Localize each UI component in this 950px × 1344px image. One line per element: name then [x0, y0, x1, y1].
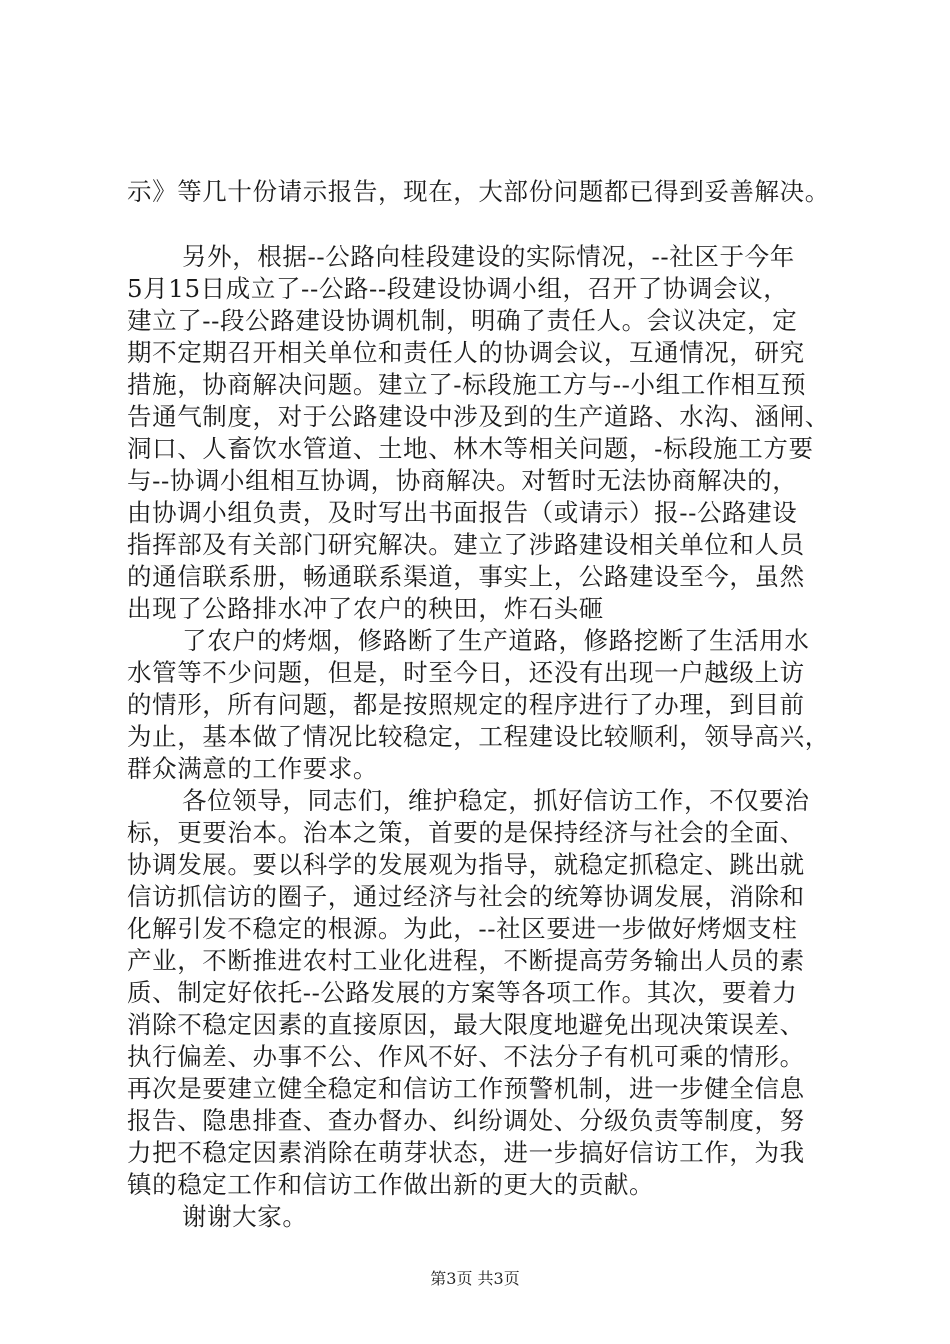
- text-line: 消除不稳定因素的直接原因，最大限度地避免出现决策误差、: [127, 1010, 805, 1039]
- text-line: 与--协调小组相互协调，协商解决。对暂时无法协商解决的，: [127, 466, 798, 495]
- text-line: 化解引发不稳定的根源。为此，--社区要进一步做好烤烟支柱: [127, 914, 798, 943]
- paragraph-coordination: [127, 241, 857, 625]
- paragraph-gap: [127, 208, 857, 241]
- text-line: 出现了公路排水冲了农户的秧田，炸石头砸: [127, 594, 604, 623]
- paragraph-outcomes: [127, 625, 857, 785]
- page-footer: [0, 1269, 950, 1289]
- text-line: 执行偏差、办事不公、作风不好、不法分子有机可乘的情形。: [127, 1042, 805, 1071]
- text-line: 5月15日成立了--公路--段建设协调小组，召开了协调会议，: [127, 274, 789, 303]
- text-line: 镇的稳定工作和信访工作做出新的更大的贡献。: [127, 1170, 655, 1199]
- text-line: 群众满意的工作要求。: [127, 754, 378, 783]
- text-line: 示》等几十份请示报告，现在，大部份问题都已得到妥善解决。: [127, 177, 830, 206]
- text-line: 谢谢大家。: [182, 1202, 308, 1231]
- text-line: 信访抓信访的圈子，通过经济与社会的统筹协调发展，消除和: [127, 882, 805, 911]
- text-line: 水管等不少问题，但是，时至今日，还没有出现一户越级上访: [127, 658, 805, 687]
- body-text: [127, 176, 857, 1233]
- text-line: 措施，协商解决问题。建立了-标段施工方与--小组工作相互预: [127, 370, 807, 399]
- text-line: 了农户的烤烟，修路断了生产道路，修路挖断了生活用水: [182, 626, 810, 655]
- text-line: 报告、隐患排查、查办督办、纠纷调处、分级负责等制度，努: [127, 1106, 805, 1135]
- text-line: 质、制定好依托--公路发展的方案等各项工作。其次，要着力: [127, 978, 798, 1007]
- text-line: 各位领导，同志们，维护稳定，抓好信访工作，不仅要治: [182, 786, 810, 815]
- paragraph-conclusion: [127, 785, 857, 1201]
- text-line: 再次是要建立健全稳定和信访工作预警机制，进一步健全信息: [127, 1074, 805, 1103]
- page-number: 第3页 共3页: [430, 1269, 520, 1288]
- text-line: 告通气制度，对于公路建设中涉及到的生产道路、水沟、涵闸、: [127, 402, 830, 431]
- text-line: 另外，根据--公路向桂段建设的实际情况，--社区于今年: [182, 242, 795, 271]
- text-line: 协调发展。要以科学的发展观为指导，就稳定抓稳定、跳出就: [127, 850, 805, 879]
- text-line: 为止，基本做了情况比较稳定，工程建设比较顺利，领导高兴，: [127, 722, 830, 751]
- text-line: 的情形，所有问题，都是按照规定的程序进行了办理，到目前: [127, 690, 805, 719]
- text-line: 指挥部及有关部门研究解决。建立了涉路建设相关单位和人员: [127, 530, 805, 559]
- text-line: 期不定期召开相关单位和责任人的协调会议，互通情况，研究: [127, 338, 805, 367]
- text-line: 力把不稳定因素消除在萌芽状态，进一步搞好信访工作，为我: [127, 1138, 805, 1167]
- paragraph-continuation: [127, 176, 857, 208]
- text-line: 产业，不断推进农村工业化进程，不断提高劳务输出人员的素: [127, 946, 805, 975]
- text-line: 洞口、人畜饮水管道、土地、林木等相关问题，-标段施工方要: [127, 434, 814, 463]
- text-line: 的通信联系册，畅通联系渠道，事实上，公路建设至今，虽然: [127, 562, 805, 591]
- paragraph-closing: [127, 1201, 857, 1233]
- text-line: 由协调小组负责，及时写出书面报告（或请示）报--公路建设: [127, 498, 798, 527]
- text-line: 标，更要治本。治本之策，首要的是保持经济与社会的全面、: [127, 818, 805, 847]
- text-line: 建立了--段公路建设协调机制，明确了责任人。会议决定，定: [127, 306, 798, 335]
